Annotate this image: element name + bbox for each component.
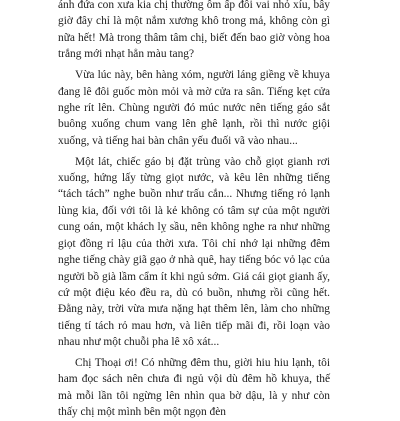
- paragraph-1: ánh đứa con xưa kia chị thường ôm ấp đôi vai nhỏ xíu, bây giờ đây chỉ là một nắm xương khô trong mả, không còn gì nữa hết! Mà trong thâm tâm chị, biết đến bao giờ vòng hoa trắng mới nhạt hẳn màu tang?: [58, 0, 330, 61]
- text-column: [58, 0, 330, 421]
- paragraph-4: Chị Thoại ơi! Có những đêm thu, giời hiu hiu lạnh, tôi ham đọc sách nên chưa đi ngủ vội dù đêm hồ khuya, thế mà mỗi lần tôi ngừng lên nhìn qua bờ dậu, là y như còn thấy chị một mình bên một ngọn đèn: [58, 357, 330, 419]
- paragraph-3: Một lát, chiếc gáo bị đặt trùng vào chỗ giọt gianh rơi xuống, hứng lấy từng giọt nước, và kêu lên những tiếng “tách tách” nghe buồn như trấu cắn... Nhưng tiếng rỏ lạnh lùng kia, đối với tôi là kẻ không có tâm sự của một người cung oán, một khách lỵ sầu, nên không nghe ra như những giọt đồng rỉ lậu của thời xưa. Tôi chỉ nhớ lại những đêm nghe tiếng chày giã gạo ở nhà quê, hay tiếng bóc vỏ lạc của người bồ già lầm cẩm ít khi ngủ sớm. Giá cái giọt gianh ấy, cứ một điệu kéo đều ra, dù có buồn, nhưng rồi cũng hết. Đằng này, trời vừa mưa nặng hạt thêm lên, làm cho những tiếng tí tách rỏ mau hơn, và liên tiếp mãi đi, rồi loạn vào nhau như một chuỗi pha lê xô xát...: [58, 155, 330, 349]
- paragraph-2: Vừa lúc này, bên hàng xóm, người láng giềng về khuya đang lê đôi guốc mòn mỏi và mờ cửa ra sân. Tiếng kẹt cửa nghe rít lên. Chùng người đó múc nước nên tiếng gáo sắt buông xuống chum vang lên ghê lạnh, rồi thì nước giội xuống, và tiếng hai bàn chân yếu đuối vã vào nhau...: [58, 69, 330, 147]
